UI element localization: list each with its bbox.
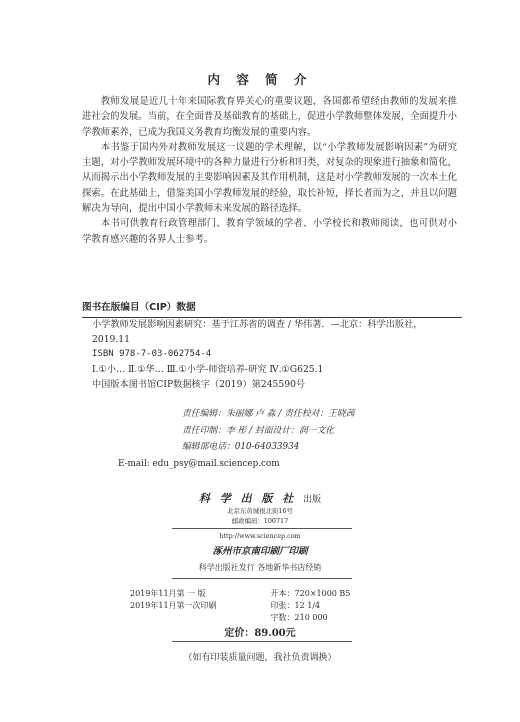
publisher-block [0,490,520,526]
quality-notice: （如有印装质量问题，我社负责调换） [183,653,337,663]
summary-paragraph: 本书鉴于国内外对教师发展这一议题的学术理解，以“小学教师发展影响因素”为研究主题，对小学教师发展环境中的各种力量进行分析和归类，对复杂的现象进行抽象和简化，从而揭示出小学教师发展的主要影响因素及其作用机制，这是对小学教师发展的一次本土化探索。在此基础上，借鉴美国小学教师发展的经验，取长补短，择长者而为之，并且以问题解决为导向，提出中国小学教师未来发展的路径选择。 [82,141,458,215]
cip-record-number: 中国版本图书馆CIP数据核字（2019）第245590号 [92,379,306,390]
distribution-block [0,562,520,573]
editorial-email: E-mail: edu_psy@mail.sciencep.com [118,458,280,469]
publisher-line [0,490,520,506]
summary-heading: 内 容 简 介 [207,72,313,87]
publisher-address: 北京东黄城根北街16号 [227,507,293,515]
divider [172,528,352,529]
printer-block [0,543,520,557]
price: 定价：89.00元 [224,628,296,639]
publisher-website: http://www.sciencep.com [219,532,301,540]
divider [172,578,352,579]
summary-text [82,94,457,247]
cip-classification: Ⅰ.①小… Ⅱ.①华… Ⅲ.①小学-师资培养-研究 Ⅳ.①G625.1 [92,364,324,375]
staff-credits [118,406,482,472]
edition-info [130,588,410,624]
summary-paragraph: 教师发展是近几十年来国际教育界关心的重要议题，各国都希望经由教师的发展来推进社会的发展。当前，在全面普及基础教育的基础上，促进小学教师整体发展，全面提升小学教师素养，已成为我国义务教育均衡发展的重要内容。 [82,96,458,138]
printing-row [130,600,410,612]
word-count-row [130,612,410,624]
edition-row [130,588,410,600]
cip-isbn: ISBN 978-7-03-062754-4 [92,349,212,359]
divider [172,641,352,642]
distribution-info: 科学出版社发行 各地新华书店经销 [198,563,322,572]
production-credits: 责任印制：李 彤 / 封面设计：润一文化 [182,425,335,436]
summary-paragraph: 本书可供教育行政管理部门、教育学领域的学者、小学校长和教师阅读，也可供对小学教育感兴趣的各界人士参考。 [82,218,457,245]
first-edition: 2019年11月第 一 版 [130,589,206,598]
book-format: 开本：720×1000 B5 [270,589,351,598]
cip-data [92,317,460,392]
printer-name: 涿州市京南印刷厂印刷 [212,546,308,557]
publisher-postcode: 邮政编码：100717 [231,517,289,525]
cip-citation: 小学教师发展影响因素研究：基于江苏省的调查 / 华伟著．—北京：科学出版社，2019.11 [92,319,423,345]
editorial-phone: 编辑部电话：010-64033934 [182,442,300,452]
publisher-suffix: 出版 [303,495,322,505]
publisher-name: 科 学 出 版 社 [198,492,297,505]
first-printing: 2019年11月第一次印刷 [130,601,217,610]
cip-heading: 图书在版编目（CIP）数据 [82,299,462,318]
print-sheets: 印张：12 1/4 [270,601,321,610]
editor-credits: 责任编辑：朱丽娜 卢 淼 / 责任校对：王晓茜 [182,409,355,419]
word-count: 字数：210 000 [270,613,328,622]
publisher-website-block [0,531,520,541]
